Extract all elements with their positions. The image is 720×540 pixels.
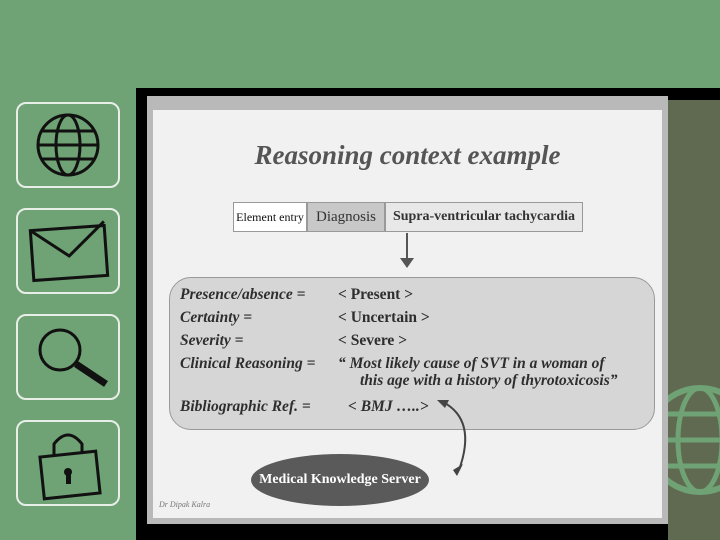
certainty-value: < Uncertain > [338, 309, 430, 326]
slide-title: Reasoning context example [254, 140, 561, 170]
reasoning-context-box [169, 277, 655, 430]
diagnosis-field: Diagnosis [307, 202, 385, 232]
author-credit: Dr Dipak Kalra [159, 500, 211, 509]
lock-icon [18, 422, 118, 504]
top-band [0, 0, 720, 88]
bibliographic-label: Bibliographic Ref. = [180, 398, 311, 415]
severity-label: Severity = [180, 332, 244, 349]
mail-icon [18, 210, 118, 292]
clinical-reasoning-continuation: this age with a history of thyrotoxicosis” [360, 372, 618, 389]
presence-value: < Present > [338, 286, 414, 303]
globe-button[interactable] [16, 102, 120, 188]
slide-content [153, 110, 662, 518]
curved-double-arrow-icon [433, 398, 493, 478]
search-button[interactable] [16, 314, 120, 400]
clinical-reasoning-label: Clinical Reasoning = [180, 355, 316, 372]
mail-button[interactable] [16, 208, 120, 294]
presence-label: Presence/absence = [180, 286, 306, 303]
slide-image [147, 96, 668, 524]
globe-icon [18, 104, 118, 186]
element-entry-label: Element entry [233, 202, 307, 232]
medical-knowledge-server: Medical Knowledge Server [251, 454, 429, 506]
lock-button[interactable] [16, 420, 120, 506]
bibliographic-value: < BMJ …..> [348, 398, 429, 415]
severity-value: < Severe > [338, 332, 408, 349]
down-arrow-icon [406, 233, 408, 259]
certainty-label: Certainty = [180, 309, 253, 326]
diagnosis-value: Supra-ventricular tachycardia [385, 202, 583, 232]
clinical-reasoning-value: “ Most likely cause of SVT in a woman of [338, 355, 605, 372]
down-arrow-head [400, 258, 414, 268]
search-icon [18, 316, 118, 398]
